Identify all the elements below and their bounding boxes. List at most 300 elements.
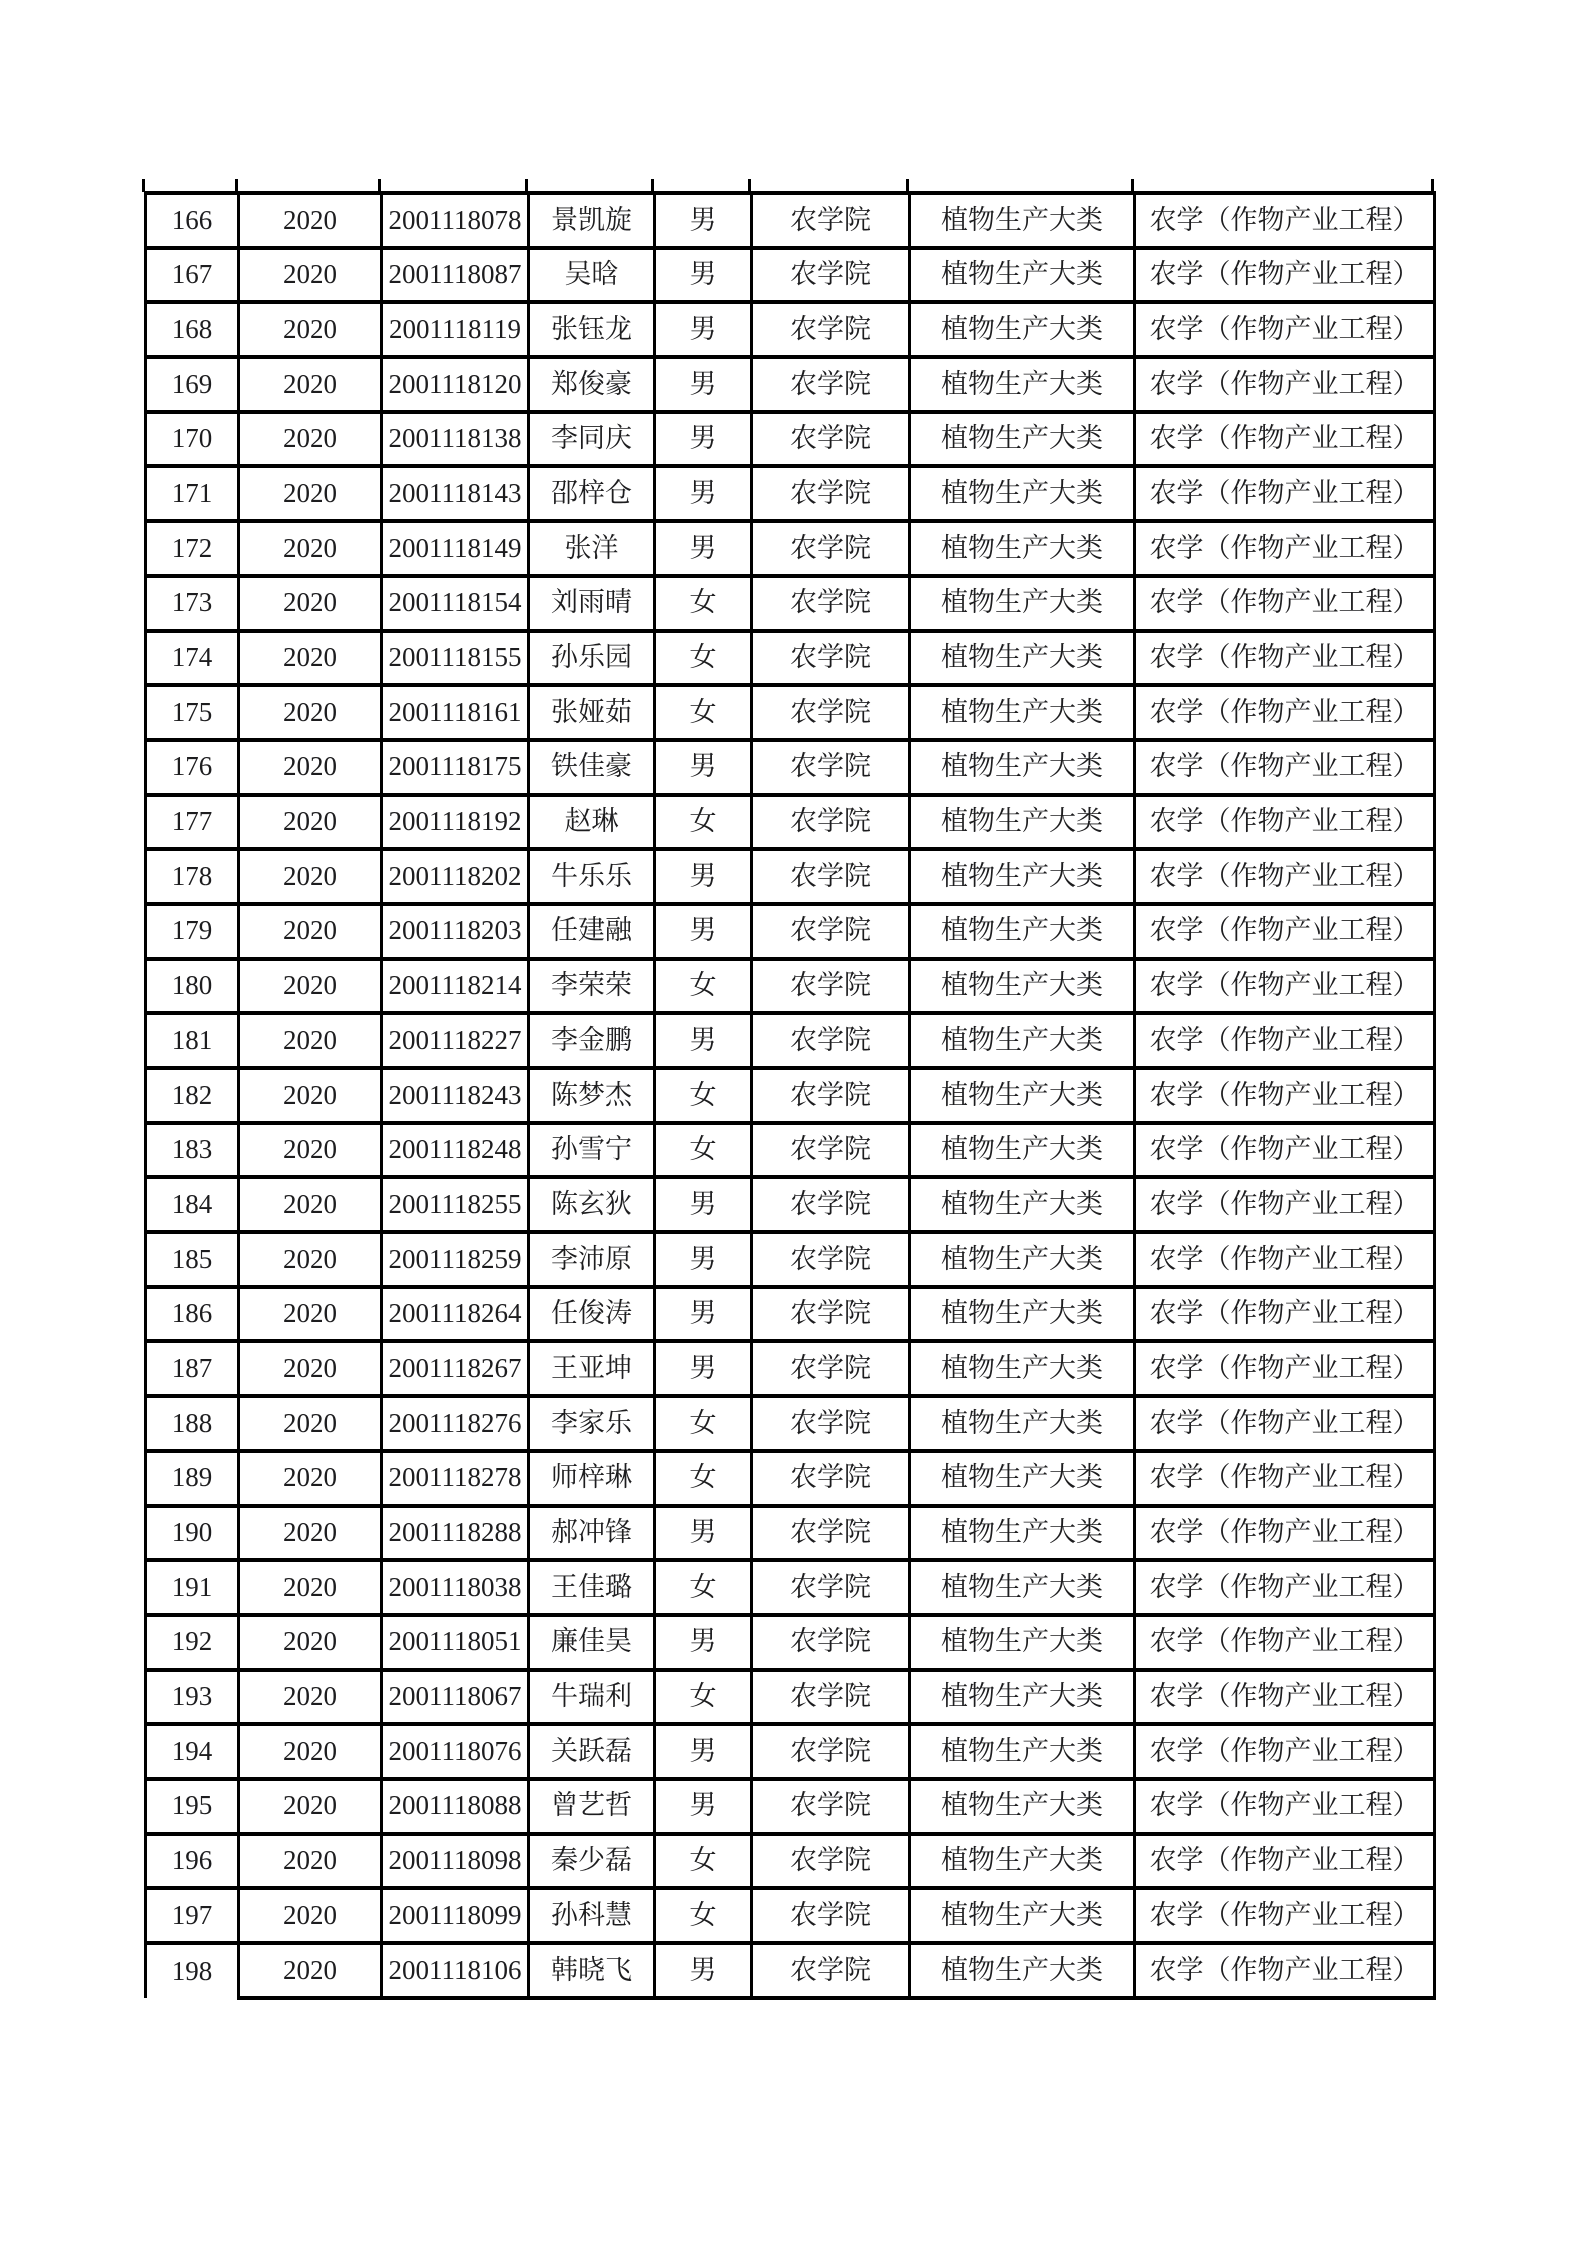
cell-index: 193 xyxy=(146,1670,239,1725)
table-row xyxy=(146,1451,1435,1506)
cell-gender: 女 xyxy=(655,1451,752,1506)
cell-name: 师梓琳 xyxy=(529,1451,655,1506)
cell-gender: 女 xyxy=(655,795,752,850)
cell-gender: 男 xyxy=(655,248,752,303)
cell-major: 农学（作物产业工程） xyxy=(1135,248,1435,303)
cell-index: 174 xyxy=(146,631,239,686)
table-row xyxy=(146,849,1435,904)
cell-college: 农学院 xyxy=(752,740,910,795)
column-tick xyxy=(378,179,381,192)
cell-student_id: 2001118276 xyxy=(382,1396,529,1451)
cell-student_id: 2001118067 xyxy=(382,1670,529,1725)
cell-student_id: 2001118038 xyxy=(382,1560,529,1615)
cell-college: 农学院 xyxy=(752,1232,910,1287)
cell-gender: 男 xyxy=(655,740,752,795)
cell-major: 农学（作物产业工程） xyxy=(1135,740,1435,795)
cell-gender: 男 xyxy=(655,1724,752,1779)
table-row xyxy=(146,357,1435,412)
cell-year: 2020 xyxy=(239,302,382,357)
cell-name: 孙雪宁 xyxy=(529,1123,655,1178)
cell-index: 170 xyxy=(146,412,239,467)
table-row xyxy=(146,959,1435,1014)
cell-index: 180 xyxy=(146,959,239,1014)
table-row xyxy=(146,1396,1435,1451)
cell-index: 167 xyxy=(146,248,239,303)
table-row xyxy=(146,1232,1435,1287)
cell-name: 陈梦杰 xyxy=(529,1068,655,1123)
column-tick xyxy=(748,179,751,192)
table-row xyxy=(146,576,1435,631)
cell-major_category: 植物生产大类 xyxy=(910,1341,1135,1396)
table-row xyxy=(146,412,1435,467)
cell-college: 农学院 xyxy=(752,1670,910,1725)
cell-student_id: 2001118203 xyxy=(382,904,529,959)
cell-major: 农学（作物产业工程） xyxy=(1135,1615,1435,1670)
cell-gender: 男 xyxy=(655,357,752,412)
cell-major_category: 植物生产大类 xyxy=(910,357,1135,412)
cell-major_category: 植物生产大类 xyxy=(910,685,1135,740)
cell-year: 2020 xyxy=(239,1341,382,1396)
table-row xyxy=(146,521,1435,576)
cell-college: 农学院 xyxy=(752,1834,910,1889)
cell-year: 2020 xyxy=(239,1560,382,1615)
cell-major_category: 植物生产大类 xyxy=(910,959,1135,1014)
cell-major: 农学（作物产业工程） xyxy=(1135,1670,1435,1725)
cell-college: 农学院 xyxy=(752,959,910,1014)
cell-major: 农学（作物产业工程） xyxy=(1135,193,1435,248)
cell-year: 2020 xyxy=(239,248,382,303)
cell-college: 农学院 xyxy=(752,795,910,850)
cell-major_category: 植物生产大类 xyxy=(910,466,1135,521)
table-row xyxy=(146,248,1435,303)
cell-major_category: 植物生产大类 xyxy=(910,1177,1135,1232)
cell-major: 农学（作物产业工程） xyxy=(1135,959,1435,1014)
cell-year: 2020 xyxy=(239,1834,382,1889)
cell-year: 2020 xyxy=(239,1232,382,1287)
cell-year: 2020 xyxy=(239,904,382,959)
cell-gender: 男 xyxy=(655,1615,752,1670)
cell-gender: 女 xyxy=(655,576,752,631)
cell-name: 吴晗 xyxy=(529,248,655,303)
cell-gender: 男 xyxy=(655,1943,752,1998)
cell-major: 农学（作物产业工程） xyxy=(1135,1287,1435,1342)
table-row xyxy=(146,1506,1435,1561)
cell-gender: 女 xyxy=(655,1068,752,1123)
table-row xyxy=(146,1724,1435,1779)
cell-index: 183 xyxy=(146,1123,239,1178)
cell-student_id: 2001118248 xyxy=(382,1123,529,1178)
cell-major_category: 植物生产大类 xyxy=(910,576,1135,631)
cell-college: 农学院 xyxy=(752,521,910,576)
cell-major_category: 植物生产大类 xyxy=(910,1560,1135,1615)
cell-index: 194 xyxy=(146,1724,239,1779)
cell-major: 农学（作物产业工程） xyxy=(1135,1177,1435,1232)
cell-major: 农学（作物产业工程） xyxy=(1135,685,1435,740)
cell-year: 2020 xyxy=(239,1177,382,1232)
cell-year: 2020 xyxy=(239,849,382,904)
cell-gender: 男 xyxy=(655,1287,752,1342)
cell-gender: 女 xyxy=(655,1834,752,1889)
cell-student_id: 2001118087 xyxy=(382,248,529,303)
cell-year: 2020 xyxy=(239,521,382,576)
cell-college: 农学院 xyxy=(752,1341,910,1396)
cell-major: 农学（作物产业工程） xyxy=(1135,466,1435,521)
table-row xyxy=(146,685,1435,740)
cell-major: 农学（作物产业工程） xyxy=(1135,1888,1435,1943)
cell-student_id: 2001118154 xyxy=(382,576,529,631)
cell-college: 农学院 xyxy=(752,849,910,904)
cell-year: 2020 xyxy=(239,1013,382,1068)
cell-gender: 男 xyxy=(655,1177,752,1232)
cell-year: 2020 xyxy=(239,1123,382,1178)
cell-major_category: 植物生产大类 xyxy=(910,1451,1135,1506)
cell-major: 农学（作物产业工程） xyxy=(1135,1506,1435,1561)
table-row xyxy=(146,1177,1435,1232)
cell-student_id: 2001118243 xyxy=(382,1068,529,1123)
table-row xyxy=(146,1834,1435,1889)
cell-index: 186 xyxy=(146,1287,239,1342)
cell-college: 农学院 xyxy=(752,1615,910,1670)
table-row xyxy=(146,1068,1435,1123)
cell-student_id: 2001118192 xyxy=(382,795,529,850)
cell-major: 农学（作物产业工程） xyxy=(1135,1779,1435,1834)
cell-college: 农学院 xyxy=(752,1724,910,1779)
cell-name: 牛瑞利 xyxy=(529,1670,655,1725)
cell-major_category: 植物生产大类 xyxy=(910,412,1135,467)
column-tick xyxy=(1431,179,1434,192)
cell-gender: 男 xyxy=(655,466,752,521)
cell-name: 牛乐乐 xyxy=(529,849,655,904)
cell-major: 农学（作物产业工程） xyxy=(1135,1013,1435,1068)
cell-name: 李沛原 xyxy=(529,1232,655,1287)
cell-college: 农学院 xyxy=(752,1287,910,1342)
table-row xyxy=(146,1670,1435,1725)
cell-student_id: 2001118143 xyxy=(382,466,529,521)
cell-index: 181 xyxy=(146,1013,239,1068)
cell-gender: 女 xyxy=(655,1560,752,1615)
cell-index: 178 xyxy=(146,849,239,904)
cell-gender: 男 xyxy=(655,521,752,576)
column-tick xyxy=(1131,179,1134,192)
cell-gender: 男 xyxy=(655,412,752,467)
cell-name: 任建融 xyxy=(529,904,655,959)
cell-index: 179 xyxy=(146,904,239,959)
cell-major_category: 植物生产大类 xyxy=(910,1396,1135,1451)
cell-name: 李金鹏 xyxy=(529,1013,655,1068)
cell-name: 秦少磊 xyxy=(529,1834,655,1889)
column-tick xyxy=(142,179,145,192)
table-row xyxy=(146,1615,1435,1670)
cell-index: 172 xyxy=(146,521,239,576)
cell-year: 2020 xyxy=(239,412,382,467)
cell-major_category: 植物生产大类 xyxy=(910,521,1135,576)
cell-year: 2020 xyxy=(239,631,382,686)
cell-student_id: 2001118138 xyxy=(382,412,529,467)
cell-major: 农学（作物产业工程） xyxy=(1135,1724,1435,1779)
cell-name: 景凯旋 xyxy=(529,193,655,248)
cell-name: 王佳璐 xyxy=(529,1560,655,1615)
cell-major: 农学（作物产业工程） xyxy=(1135,1341,1435,1396)
cell-name: 刘雨晴 xyxy=(529,576,655,631)
table-row xyxy=(146,302,1435,357)
cell-college: 农学院 xyxy=(752,1560,910,1615)
cell-major_category: 植物生产大类 xyxy=(910,248,1135,303)
cell-index: 189 xyxy=(146,1451,239,1506)
cell-index: 198 xyxy=(146,1943,239,1998)
cell-major: 农学（作物产业工程） xyxy=(1135,1232,1435,1287)
table-row xyxy=(146,904,1435,959)
cell-major: 农学（作物产业工程） xyxy=(1135,1943,1435,1998)
cell-student_id: 2001118202 xyxy=(382,849,529,904)
cell-gender: 男 xyxy=(655,302,752,357)
cell-index: 168 xyxy=(146,302,239,357)
cell-year: 2020 xyxy=(239,1670,382,1725)
cell-student_id: 2001118278 xyxy=(382,1451,529,1506)
cell-gender: 女 xyxy=(655,1396,752,1451)
cell-college: 农学院 xyxy=(752,1888,910,1943)
cell-student_id: 2001118076 xyxy=(382,1724,529,1779)
cell-major: 农学（作物产业工程） xyxy=(1135,1068,1435,1123)
cell-college: 农学院 xyxy=(752,576,910,631)
cell-year: 2020 xyxy=(239,959,382,1014)
cell-student_id: 2001118288 xyxy=(382,1506,529,1561)
table-row xyxy=(146,1888,1435,1943)
cell-name: 李荣荣 xyxy=(529,959,655,1014)
cell-major: 农学（作物产业工程） xyxy=(1135,1834,1435,1889)
cell-student_id: 2001118120 xyxy=(382,357,529,412)
cell-student_id: 2001118214 xyxy=(382,959,529,1014)
cell-major: 农学（作物产业工程） xyxy=(1135,1451,1435,1506)
cell-gender: 男 xyxy=(655,1341,752,1396)
cell-major_category: 植物生产大类 xyxy=(910,849,1135,904)
cell-gender: 女 xyxy=(655,685,752,740)
cell-year: 2020 xyxy=(239,1943,382,1998)
cell-major: 农学（作物产业工程） xyxy=(1135,904,1435,959)
cell-college: 农学院 xyxy=(752,1506,910,1561)
cell-gender: 女 xyxy=(655,1888,752,1943)
cell-index: 187 xyxy=(146,1341,239,1396)
cell-major: 农学（作物产业工程） xyxy=(1135,849,1435,904)
cell-college: 农学院 xyxy=(752,1013,910,1068)
cell-index: 188 xyxy=(146,1396,239,1451)
table-row xyxy=(146,795,1435,850)
column-tick xyxy=(906,179,909,192)
cell-name: 李家乐 xyxy=(529,1396,655,1451)
table-row xyxy=(146,1341,1435,1396)
cell-student_id: 2001118106 xyxy=(382,1943,529,1998)
cell-major_category: 植物生产大类 xyxy=(910,1615,1135,1670)
student-table-body xyxy=(146,193,1435,1998)
cell-year: 2020 xyxy=(239,795,382,850)
cell-student_id: 2001118099 xyxy=(382,1888,529,1943)
cell-gender: 男 xyxy=(655,193,752,248)
column-tick xyxy=(235,179,238,192)
table-row xyxy=(146,1123,1435,1178)
cell-major_category: 植物生产大类 xyxy=(910,795,1135,850)
cell-index: 184 xyxy=(146,1177,239,1232)
table-row xyxy=(146,1013,1435,1068)
cell-gender: 女 xyxy=(655,1670,752,1725)
cell-major_category: 植物生产大类 xyxy=(910,1068,1135,1123)
cell-index: 182 xyxy=(146,1068,239,1123)
cell-major_category: 植物生产大类 xyxy=(910,1724,1135,1779)
cell-college: 农学院 xyxy=(752,685,910,740)
cell-year: 2020 xyxy=(239,1888,382,1943)
cell-student_id: 2001118078 xyxy=(382,193,529,248)
cell-student_id: 2001118259 xyxy=(382,1232,529,1287)
cell-college: 农学院 xyxy=(752,248,910,303)
cell-name: 铁佳豪 xyxy=(529,740,655,795)
table-row xyxy=(146,1560,1435,1615)
cell-student_id: 2001118051 xyxy=(382,1615,529,1670)
cell-college: 农学院 xyxy=(752,412,910,467)
cell-student_id: 2001118227 xyxy=(382,1013,529,1068)
cell-student_id: 2001118155 xyxy=(382,631,529,686)
cell-major_category: 植物生产大类 xyxy=(910,740,1135,795)
cell-student_id: 2001118149 xyxy=(382,521,529,576)
cell-name: 陈玄狄 xyxy=(529,1177,655,1232)
table-row xyxy=(146,466,1435,521)
cell-college: 农学院 xyxy=(752,1177,910,1232)
cell-major_category: 植物生产大类 xyxy=(910,1779,1135,1834)
cell-name: 关跃磊 xyxy=(529,1724,655,1779)
cell-major: 农学（作物产业工程） xyxy=(1135,576,1435,631)
cell-index: 195 xyxy=(146,1779,239,1834)
column-tick xyxy=(651,179,654,192)
table-row xyxy=(146,740,1435,795)
cell-major_category: 植物生产大类 xyxy=(910,631,1135,686)
cell-major: 农学（作物产业工程） xyxy=(1135,631,1435,686)
cell-college: 农学院 xyxy=(752,193,910,248)
cell-student_id: 2001118098 xyxy=(382,1834,529,1889)
cell-college: 农学院 xyxy=(752,1779,910,1834)
cell-index: 192 xyxy=(146,1615,239,1670)
cell-major: 农学（作物产业工程） xyxy=(1135,1123,1435,1178)
cell-gender: 男 xyxy=(655,904,752,959)
table-row xyxy=(146,1287,1435,1342)
cell-name: 张洋 xyxy=(529,521,655,576)
cell-name: 张娅茹 xyxy=(529,685,655,740)
cell-student_id: 2001118161 xyxy=(382,685,529,740)
cell-year: 2020 xyxy=(239,576,382,631)
cell-index: 191 xyxy=(146,1560,239,1615)
cell-college: 农学院 xyxy=(752,904,910,959)
cell-student_id: 2001118255 xyxy=(382,1177,529,1232)
cell-major_category: 植物生产大类 xyxy=(910,1834,1135,1889)
column-tick xyxy=(525,179,528,192)
cell-student_id: 2001118264 xyxy=(382,1287,529,1342)
cell-major: 农学（作物产业工程） xyxy=(1135,412,1435,467)
cell-major_category: 植物生产大类 xyxy=(910,1943,1135,1998)
cell-major_category: 植物生产大类 xyxy=(910,1670,1135,1725)
cell-year: 2020 xyxy=(239,685,382,740)
cell-major_category: 植物生产大类 xyxy=(910,904,1135,959)
cell-major: 农学（作物产业工程） xyxy=(1135,357,1435,412)
cell-gender: 女 xyxy=(655,959,752,1014)
cell-name: 孙科慧 xyxy=(529,1888,655,1943)
cell-college: 农学院 xyxy=(752,1068,910,1123)
cell-year: 2020 xyxy=(239,740,382,795)
cell-college: 农学院 xyxy=(752,1943,910,1998)
cell-year: 2020 xyxy=(239,1724,382,1779)
cell-major: 农学（作物产业工程） xyxy=(1135,302,1435,357)
cell-college: 农学院 xyxy=(752,1451,910,1506)
cell-name: 任俊涛 xyxy=(529,1287,655,1342)
cell-name: 邵梓仓 xyxy=(529,466,655,521)
table-row xyxy=(146,193,1435,248)
cell-gender: 男 xyxy=(655,849,752,904)
cell-year: 2020 xyxy=(239,1451,382,1506)
cell-major_category: 植物生产大类 xyxy=(910,1123,1135,1178)
table-row xyxy=(146,1943,1435,1998)
cell-index: 166 xyxy=(146,193,239,248)
cell-major: 农学（作物产业工程） xyxy=(1135,521,1435,576)
cell-major_category: 植物生产大类 xyxy=(910,1287,1135,1342)
cell-year: 2020 xyxy=(239,1615,382,1670)
table-row xyxy=(146,631,1435,686)
cell-college: 农学院 xyxy=(752,1123,910,1178)
table-row xyxy=(146,1779,1435,1834)
cell-gender: 男 xyxy=(655,1506,752,1561)
cell-year: 2020 xyxy=(239,1779,382,1834)
cell-year: 2020 xyxy=(239,1396,382,1451)
cell-name: 王亚坤 xyxy=(529,1341,655,1396)
cell-index: 171 xyxy=(146,466,239,521)
cell-student_id: 2001118267 xyxy=(382,1341,529,1396)
cell-gender: 女 xyxy=(655,631,752,686)
cell-college: 农学院 xyxy=(752,631,910,686)
cell-college: 农学院 xyxy=(752,302,910,357)
cell-year: 2020 xyxy=(239,1506,382,1561)
cell-major_category: 植物生产大类 xyxy=(910,1232,1135,1287)
cell-major: 农学（作物产业工程） xyxy=(1135,795,1435,850)
cell-index: 196 xyxy=(146,1834,239,1889)
cell-name: 郝冲锋 xyxy=(529,1506,655,1561)
cell-major: 农学（作物产业工程） xyxy=(1135,1396,1435,1451)
cell-college: 农学院 xyxy=(752,1396,910,1451)
cell-gender: 女 xyxy=(655,1123,752,1178)
cell-index: 177 xyxy=(146,795,239,850)
cell-name: 韩晓飞 xyxy=(529,1943,655,1998)
cell-index: 190 xyxy=(146,1506,239,1561)
cell-student_id: 2001118119 xyxy=(382,302,529,357)
cell-gender: 男 xyxy=(655,1779,752,1834)
cell-name: 曾艺哲 xyxy=(529,1779,655,1834)
cell-major: 农学（作物产业工程） xyxy=(1135,1560,1435,1615)
student-roster-table xyxy=(144,191,1436,2000)
cell-name: 张钰龙 xyxy=(529,302,655,357)
cell-year: 2020 xyxy=(239,1068,382,1123)
cell-year: 2020 xyxy=(239,357,382,412)
cell-major_category: 植物生产大类 xyxy=(910,193,1135,248)
cell-major_category: 植物生产大类 xyxy=(910,302,1135,357)
cell-college: 农学院 xyxy=(752,466,910,521)
cell-student_id: 2001118175 xyxy=(382,740,529,795)
cell-name: 廉佳昊 xyxy=(529,1615,655,1670)
cell-index: 197 xyxy=(146,1888,239,1943)
cell-name: 孙乐园 xyxy=(529,631,655,686)
cell-index: 173 xyxy=(146,576,239,631)
cell-major_category: 植物生产大类 xyxy=(910,1013,1135,1068)
cell-name: 李同庆 xyxy=(529,412,655,467)
cell-major_category: 植物生产大类 xyxy=(910,1888,1135,1943)
cell-college: 农学院 xyxy=(752,357,910,412)
cell-index: 176 xyxy=(146,740,239,795)
cell-year: 2020 xyxy=(239,466,382,521)
cell-name: 赵琳 xyxy=(529,795,655,850)
cell-major_category: 植物生产大类 xyxy=(910,1506,1135,1561)
cell-index: 175 xyxy=(146,685,239,740)
